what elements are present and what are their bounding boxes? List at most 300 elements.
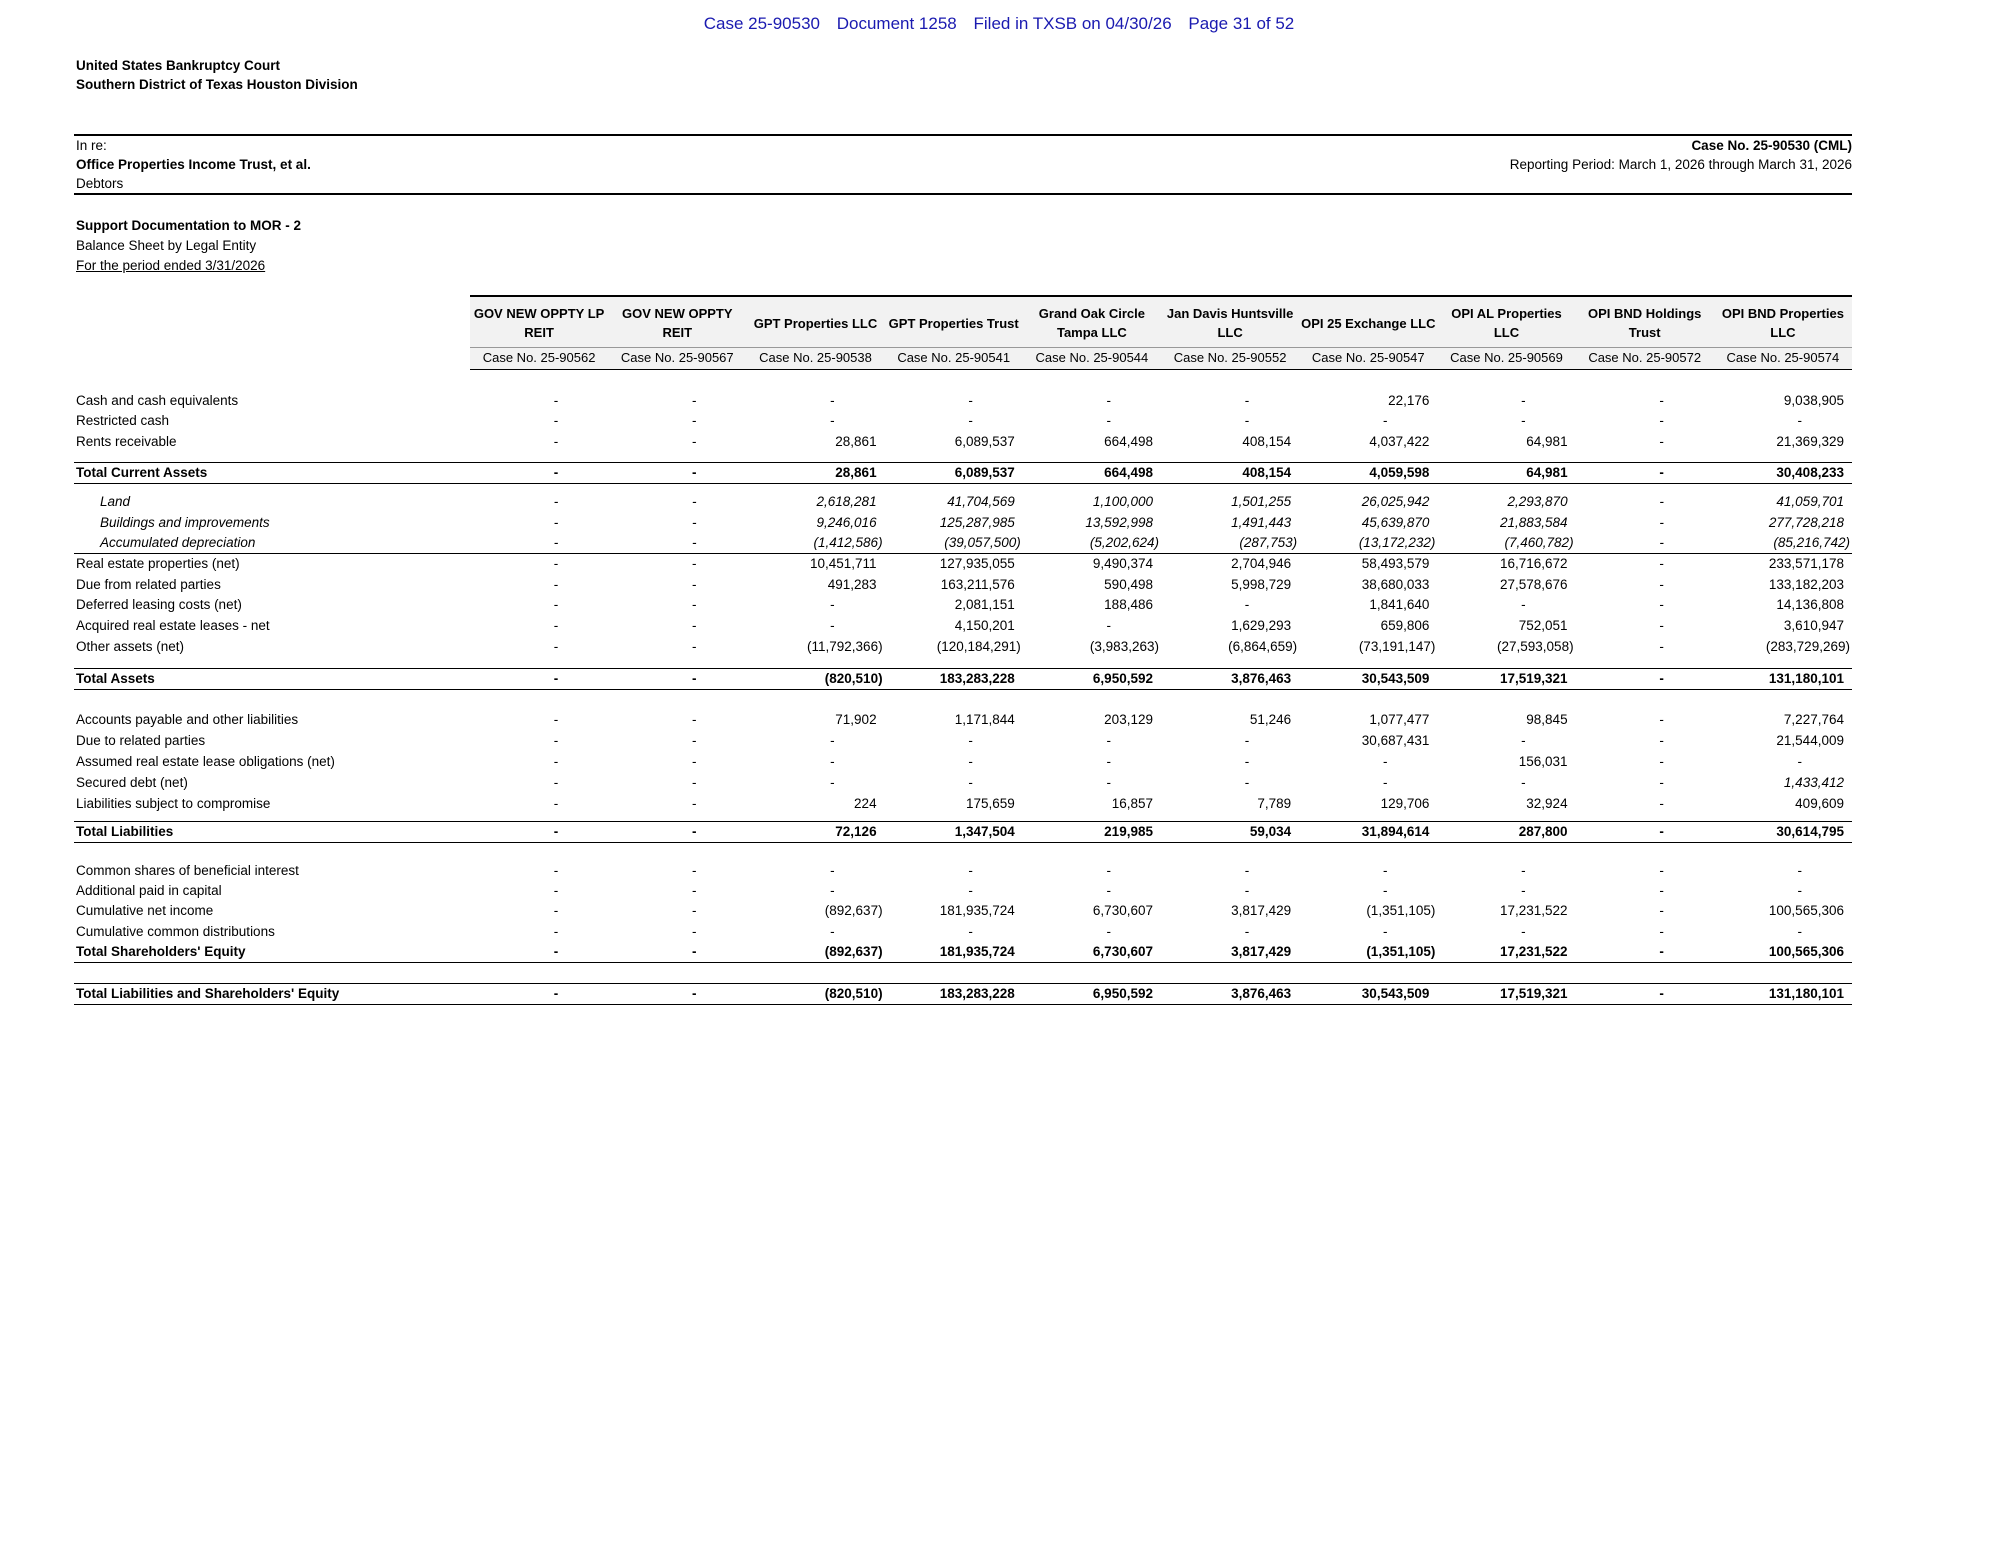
row-value: - [1659,712,1664,727]
row-value: 58,493,579 [1361,556,1430,571]
table-row [74,575,1852,595]
row-value: - [830,393,835,408]
column-case-number-0: Case No. 25-90562 [470,347,608,368]
row-value: - [1521,863,1526,878]
row-value: - [691,824,697,839]
row-value: 203,129 [1104,712,1153,727]
row-value: 41,704,569 [947,494,1015,509]
row-label: Cumulative common distributions [76,924,275,939]
row-value: - [1244,863,1250,878]
column-case-number-8: Case No. 25-90572 [1576,347,1714,368]
row-value: 1,433,412 [1783,775,1844,790]
row-value: - [968,393,973,408]
row-value: - [1382,924,1388,939]
row-value: 2,618,281 [816,494,877,509]
column-case-number-5: Case No. 25-90552 [1161,347,1299,368]
row-value: - [1244,597,1250,612]
table-row [74,881,1852,901]
row-value: 30,614,795 [1776,824,1844,839]
row-value: - [1106,393,1112,408]
row-value: - [553,944,559,959]
row-value: 752,051 [1518,618,1568,633]
row-value: 408,154 [1242,465,1292,480]
row-value: 22,176 [1388,393,1430,408]
row-value: - [1659,824,1664,839]
table-row [74,411,1852,431]
row-value: - [1521,733,1526,748]
row-value: (7,460,782) [1504,535,1574,550]
row-value: 16,716,672 [1500,556,1568,571]
row-value: 133,182,203 [1768,577,1844,592]
row-value: - [1521,924,1526,939]
row-value: - [691,712,697,727]
row-value: 233,571,178 [1768,556,1844,571]
row-value: - [553,883,559,898]
row-value: 175,659 [965,796,1015,811]
row-value: 2,293,870 [1507,494,1568,509]
row-value: - [691,796,697,811]
table-row [74,861,1852,881]
column-entity-3: GPT Properties Trust [888,315,1019,331]
row-value: (1,351,105) [1366,944,1436,959]
row-value: - [1659,733,1664,748]
row-value: 1,501,255 [1231,494,1292,509]
row-label: Real estate properties (net) [76,556,240,571]
stamp-case: Case 25-90530 [703,14,820,33]
row-value: - [691,465,697,480]
row-value: - [1659,903,1664,918]
column-header-band [470,295,1852,370]
row-value: - [691,883,697,898]
row-value: 100,565,306 [1768,903,1844,918]
row-value: - [1244,733,1250,748]
row-label: Restricted cash [76,413,170,428]
row-value: - [968,733,973,748]
row-value: - [1659,883,1664,898]
row-label: Due from related parties [76,577,221,592]
row-value: (287,753) [1239,535,1298,550]
row-value: - [968,863,973,878]
row-value: (73,191,147) [1358,639,1436,654]
row-value: - [553,754,559,769]
row-value: 17,231,522 [1500,903,1568,918]
row-value: 659,806 [1380,618,1430,633]
row-value: 9,246,016 [816,515,877,530]
row-value: 664,498 [1104,434,1153,449]
row-value: 14,136,808 [1776,597,1844,612]
row-value: - [1659,944,1664,959]
row-value: - [1106,775,1112,790]
row-value: - [553,712,559,727]
row-value: 3,817,429 [1231,903,1292,918]
row-value: 664,498 [1104,465,1153,480]
row-value: - [553,535,559,550]
row-value: 30,408,233 [1776,465,1844,480]
column-entity-7: OPI AL Properties LLC [1451,306,1562,340]
row-value: 30,687,431 [1361,733,1430,748]
row-value: 125,287,985 [939,515,1015,530]
row-value: - [553,556,559,571]
row-value: - [691,515,697,530]
row-value: - [1244,883,1250,898]
table-row [74,554,1852,574]
row-value: - [1521,883,1526,898]
row-label: Buildings and improvements [100,515,270,530]
row-value: - [1244,754,1250,769]
row-value: (892,637) [824,944,883,959]
row-value: 2,704,946 [1231,556,1292,571]
reporting-period: Reporting Period: March 1, 2026 through March 31, 2026 [1509,157,1852,172]
column-case-number-7: Case No. 25-90569 [1437,347,1575,368]
row-value: (13,172,232) [1358,535,1436,550]
row-value: 17,231,522 [1500,944,1568,959]
row-value: - [691,577,697,592]
row-value: 181,935,724 [939,903,1015,918]
row-value: (6,864,659) [1228,639,1298,654]
table-row [74,492,1852,512]
row-value: (27,593,058) [1497,639,1574,654]
column-case-number-3: Case No. 25-90541 [885,347,1023,368]
row-value: - [1659,618,1664,633]
row-value: 71,902 [835,712,877,727]
row-value: - [1659,515,1664,530]
row-value: - [691,434,697,449]
row-value: (3,983,263) [1089,639,1159,654]
row-value: 17,519,321 [1500,986,1568,1001]
stamp-page: Page 31 of 52 [1188,14,1295,33]
row-value: - [830,883,835,898]
row-value: - [830,863,835,878]
table-row [74,513,1852,533]
debtor-name: Office Properties Income Trust, et al. [76,157,311,172]
row-value: - [1382,863,1388,878]
row-value: 163,211,576 [940,577,1015,592]
table-row [74,922,1852,942]
row-label: Cumulative net income [76,903,214,918]
row-label: Land [100,494,131,509]
row-value: (1,412,586) [813,535,883,550]
case-block [1510,136,1852,174]
table-row [74,432,1852,452]
column-case-number-1: Case No. 25-90567 [608,347,746,368]
row-value: - [1659,796,1664,811]
row-value: - [553,824,559,839]
row-value: - [691,556,697,571]
row-value: (820,510) [824,986,883,1001]
stamp-filed: Filed in TXSB on 04/30/26 [973,14,1172,33]
row-value: - [1244,775,1250,790]
row-label: Assumed real estate lease obligations (net) [76,754,335,769]
row-value: - [691,986,697,1001]
row-value: - [1659,465,1664,480]
court-heading [76,56,358,94]
row-value: 21,544,009 [1776,733,1844,748]
row-label: Cash and cash equivalents [76,393,239,408]
row-value: - [553,775,559,790]
row-value: 17,519,321 [1500,671,1568,686]
row-value: 6,730,607 [1092,903,1153,918]
row-value: - [691,494,697,509]
row-value: - [691,775,697,790]
row-value: (39,057,500) [944,535,1021,550]
row-value: 38,680,033 [1361,577,1430,592]
table-row [74,668,1852,690]
row-value: - [1659,535,1664,550]
row-value: 6,950,592 [1092,986,1153,1001]
row-value: - [553,494,559,509]
table-row [74,773,1852,793]
support-heading [76,216,301,276]
row-value: 4,150,201 [954,618,1015,633]
table-row [74,942,1852,963]
table-row [74,637,1852,657]
table-row [74,391,1852,411]
row-value: 3,876,463 [1231,671,1292,686]
row-value: (85,216,742) [1773,535,1850,550]
row-value: - [1659,393,1664,408]
row-label: Total Liabilities [76,824,174,839]
table-row [74,616,1852,636]
row-value: 16,857 [1111,796,1153,811]
row-value: 131,180,101 [1768,986,1844,1001]
support-title: Support Documentation to MOR - 2 [76,218,301,233]
row-label: Common shares of beneficial interest [76,863,299,878]
row-value: 224 [854,796,877,811]
row-value: 30,543,509 [1361,671,1430,686]
column-case-number-4: Case No. 25-90544 [1023,347,1161,368]
row-value: - [553,515,559,530]
row-value: 183,283,228 [939,671,1015,686]
row-value: - [1521,393,1526,408]
row-value: - [1659,671,1664,686]
row-value: - [553,863,559,878]
row-label: Due to related parties [76,733,206,748]
row-value: - [1659,924,1664,939]
row-value: 100,565,306 [1768,944,1844,959]
row-value: (1,351,105) [1366,903,1436,918]
row-value: 3,610,947 [1783,618,1844,633]
table-row [74,752,1852,772]
row-value: - [553,413,559,428]
row-value: (120,184,291) [936,639,1021,654]
row-value: 4,037,422 [1369,434,1430,449]
row-value: 408,154 [1242,434,1292,449]
row-value: - [1659,434,1664,449]
row-value: 32,924 [1526,796,1568,811]
row-value: - [553,465,559,480]
row-label: Accounts payable and other liabilities [76,712,299,727]
column-entity-0: GOV NEW OPPTY LP REIT [473,306,605,340]
table-row [74,821,1852,843]
row-value: - [691,903,697,918]
row-value: - [691,597,697,612]
row-value: - [1659,754,1664,769]
row-value: - [691,535,697,550]
row-value: 6,089,537 [954,465,1015,480]
row-value: 1,077,477 [1369,712,1430,727]
column-entity-9: OPI BND Properties LLC [1721,306,1844,340]
row-value: 590,498 [1104,577,1153,592]
column-entity-5: Jan Davis Huntsville LLC [1166,306,1294,340]
row-value: 7,227,764 [1783,712,1844,727]
support-subtitle: Balance Sheet by Legal Entity [76,238,257,253]
row-value: - [830,413,835,428]
row-value: - [1106,883,1112,898]
table-row [74,533,1852,554]
row-value: 491,283 [827,577,877,592]
row-value: - [1797,754,1803,769]
row-value: 26,025,942 [1361,494,1430,509]
row-value: - [1106,863,1112,878]
court-district: Southern District of Texas Houston Division [76,77,358,92]
row-label: Deferred leasing costs (net) [76,597,242,612]
table-row [74,794,1852,814]
row-value: - [691,671,697,686]
row-value: 409,609 [1795,796,1844,811]
row-label: Total Current Assets [76,465,208,480]
table-row [74,710,1852,730]
row-value: 31,894,614 [1361,824,1430,839]
row-value: 72,126 [835,824,877,839]
row-value: - [553,986,559,1001]
row-value: - [691,393,697,408]
row-value: 219,985 [1104,824,1153,839]
table-row [74,731,1852,751]
row-value: - [1797,883,1803,898]
column-entity-1: GOV NEW OPPTY REIT [622,306,733,340]
row-value: - [1521,413,1526,428]
row-value: 1,491,443 [1231,515,1292,530]
row-value: - [1659,494,1664,509]
row-value: (5,202,624) [1089,535,1159,550]
row-value: - [968,775,973,790]
in-re-block [76,136,311,193]
row-value: - [691,944,697,959]
row-value: 3,817,429 [1231,944,1292,959]
row-value: - [968,924,973,939]
row-value: - [1659,639,1664,654]
row-value: - [553,733,559,748]
row-value: - [691,639,697,654]
row-value: 129,706 [1380,796,1430,811]
row-value: - [691,618,697,633]
row-value: - [1659,556,1664,571]
row-label: Other assets (net) [76,639,185,654]
column-entity-6: OPI 25 Exchange LLC [1301,315,1436,331]
table-row [74,983,1852,1005]
row-value: 51,246 [1249,712,1292,727]
support-period: For the period ended 3/31/2026 [76,258,266,273]
row-value: - [1244,413,1250,428]
row-value: - [1521,775,1526,790]
row-label: Additional paid in capital [76,883,222,898]
row-value: 4,059,598 [1369,465,1430,480]
row-value: - [1106,924,1112,939]
row-value: 98,845 [1526,712,1568,727]
row-value: 277,728,218 [1768,515,1844,530]
row-value: 287,800 [1518,824,1568,839]
row-value: - [691,413,697,428]
row-value: 28,861 [835,434,877,449]
row-value: 28,861 [835,465,877,480]
row-value: - [830,597,835,612]
row-value: - [1659,986,1664,1001]
row-value: - [1659,577,1664,592]
row-label: Total Assets [76,671,155,686]
row-value: - [553,671,559,686]
row-value: - [553,639,559,654]
row-value: 127,935,055 [939,556,1015,571]
row-value: - [553,924,559,939]
row-value: - [691,733,697,748]
row-value: - [830,733,835,748]
row-label: Acquired real estate leases - net [76,618,270,633]
court-name: United States Bankruptcy Court [76,58,281,73]
row-value: 2,081,151 [954,597,1015,612]
column-entity-8: OPI BND Holdings Trust [1587,306,1702,340]
row-value: 3,876,463 [1231,986,1292,1001]
row-value: - [1244,924,1250,939]
row-value: 1,171,844 [954,712,1015,727]
row-value: (892,637) [824,903,883,918]
row-label: Accumulated depreciation [100,535,256,550]
row-value: - [830,775,835,790]
row-value: 1,841,640 [1369,597,1430,612]
row-value: 1,347,504 [954,824,1015,839]
row-value: 64,981 [1526,465,1568,480]
debtors-label: Debtors [76,176,124,191]
row-value: - [691,863,697,878]
header-rule-bottom [74,193,1852,195]
case-number: Case No. 25-90530 (CML) [1691,138,1852,153]
column-case-number-2: Case No. 25-90538 [746,347,884,368]
row-value: - [691,924,697,939]
table-row [74,901,1852,921]
row-label: Rents receivable [76,434,177,449]
row-value: - [1382,775,1388,790]
row-value: - [1659,413,1664,428]
filing-stamp [0,14,1998,34]
row-value: - [1106,754,1112,769]
column-case-number-6: Case No. 25-90547 [1299,347,1437,368]
row-value: - [1382,883,1388,898]
row-label: Total Shareholders' Equity [76,944,246,959]
in-re-label: In re: [76,138,107,153]
row-value: 6,089,537 [954,434,1015,449]
row-value: - [553,597,559,612]
row-value: 6,950,592 [1092,671,1153,686]
row-value: - [553,577,559,592]
row-value: - [553,796,559,811]
row-value: - [1244,393,1250,408]
table-row [74,595,1852,615]
row-value: - [830,618,835,633]
row-value: - [1797,413,1803,428]
row-value: - [1106,618,1112,633]
row-value: - [553,393,559,408]
row-value: 6,730,607 [1092,944,1153,959]
column-entity-4: Grand Oak Circle Tampa LLC [1038,306,1145,340]
row-value: 131,180,101 [1768,671,1844,686]
row-value: - [968,754,973,769]
row-value: 9,038,905 [1783,393,1844,408]
column-entity-2: GPT Properties LLC [753,315,878,331]
row-value: - [553,434,559,449]
stamp-document: Document 1258 [836,14,957,33]
row-value: - [968,413,973,428]
row-value: - [1106,733,1112,748]
row-value: 9,490,374 [1092,556,1153,571]
